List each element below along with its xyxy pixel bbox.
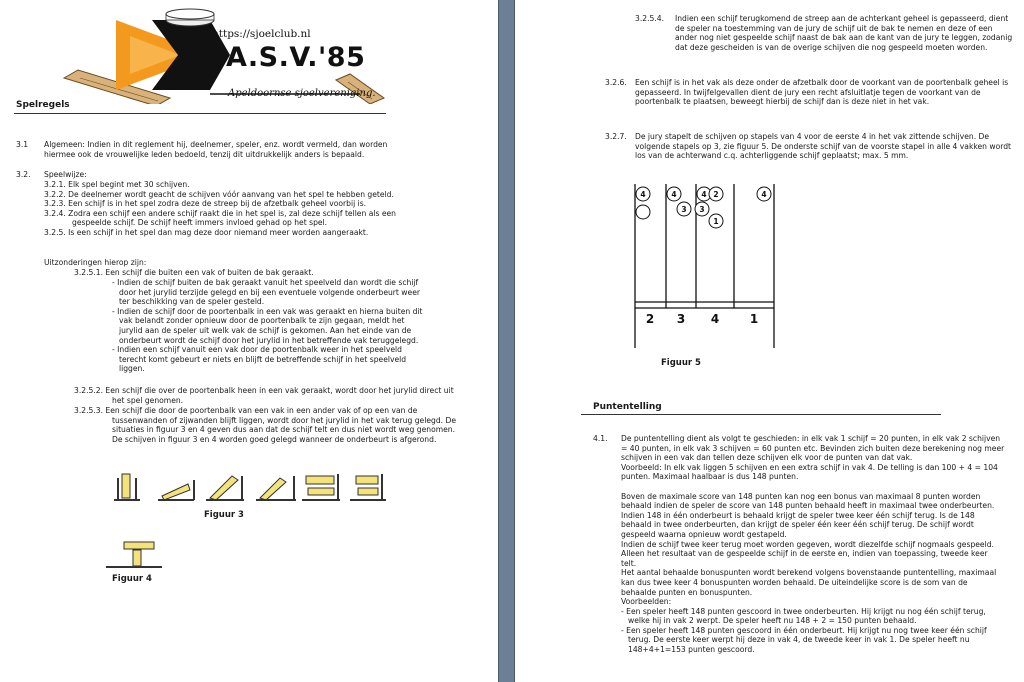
figure-4-caption: Figuur 4 <box>112 574 152 584</box>
disc-label: 3 <box>681 205 687 214</box>
figure-3-caption: Figuur 3 <box>204 510 244 520</box>
rule-3-2-5-4-number: 3.2.5.4. <box>635 14 664 23</box>
rule-3-2-5-1-list <box>112 278 430 374</box>
slot-label: 3 <box>676 312 686 326</box>
figure-5-diagram <box>630 182 780 352</box>
paragraph: De puntentelling dient als volgt te geschieden: in elk vak 1 schijf = 20 punten, in elk vak 2 schijven = 40 punten, in elk vak 3 schijven = 60 punten etc. Bevinden zich buiten deze berekening nog meer schijven in een vak dan tellen deze schijven elk voor de punten van dat vak. <box>621 434 1005 463</box>
left-page <box>0 0 498 682</box>
paragraph: Voorbeelden: <box>621 597 672 607</box>
paragraph: Indien 148 in één onderbeurt is behaald krijgt de speler twee keer één schijf terug. Is de 148 behaald in twee onderbeurten, dan krijgt de speler één keer één schijf terug. De schijf wordt gespeeld waarna opnieuw wordt gestapeld. <box>621 510 975 539</box>
examples-list <box>621 607 1005 655</box>
paragraph: Boven de maximale score van 148 punten kan nog een bonus van maximaal 8 punten worden behaald indien de speler de score van 148 punten behaald heeft in maximaal twee onderbeurten. <box>621 491 995 511</box>
list-item: - Indien de schijf door de poortenbalk in een vak was geraakt en hierna buiten dit vak belandt zonder opnieuw door de poortenbalk te zijn gegaan, meldt het jurylid aan de speler uit welk vak de schijf is gekomen. Aan het einde van de onderbeurt wordt de schijf door het jurylid in het betreffende vak teruggelegd. <box>112 307 430 345</box>
disc-label: 1 <box>713 217 719 226</box>
page-gutter <box>498 0 515 682</box>
section-number-3-1: 3.1 <box>16 140 29 149</box>
exceptions-title: Uitzonderingen hierop zijn: <box>44 258 147 267</box>
paragraph: Het aantal behaalde bonuspunten wordt berekend volgens bovenstaande puntentelling, maximaal kan dus twee keer 4 bonuspunten worden behaald. De uiteindelijke score is de som van de behaalde punten en bonuspunten. <box>621 568 997 597</box>
rule-item: 3.2.4. Zodra een schijf een andere schijf raakt die in het spel is, zal deze schijf tellen als een gespeelde schijf. De schijf heeft immers invloed gehad op het spel. <box>44 208 396 228</box>
disc-label: 4 <box>640 190 646 199</box>
paragraph-spacer <box>621 482 1005 492</box>
disc-label: 3 <box>699 205 705 214</box>
rule-3-2-5-4-text: Indien een schijf terugkomend de streep aan de achterkant geheel is gepasseerd, dient de speler na toestemming van de jury de schijf uit de bak te nemen en deze of een ander nog niet gespeelde schijf naast de bak aan de kant van de jury te leggen, zodanig dat deze gescheiden is van de overige schijven die nog gespeeld moeten worden. <box>675 14 1013 52</box>
section-text-4-1 <box>621 434 1005 655</box>
logo-url[interactable]: https://sjoelclub.nl <box>212 28 311 40</box>
rule-item: 3.2.5. Is een schijf in het spel dan mag deze door niemand meer worden aangeraakt. <box>44 227 369 237</box>
right-page <box>515 0 1024 682</box>
disc <box>636 205 650 219</box>
rule-3-2-5-3: 3.2.5.3. Een schijf die door de poortenbalk van een vak in een ander vak of op een van de tussenwanden of zijwanden blijft liggen, wordt door het jurylid in het vak terug gelegd. De situaties in figuur 3 en 4 geven dus aan dat de schijf telt en dus niet wordt weg genomen. De schijven in figuur 3 en 4 worden goed gelegd wanneer de onderbeurt is afgerond. <box>74 406 456 444</box>
section-heading-puntentelling: Puntentelling <box>593 402 662 412</box>
rule-3-2-6-number: 3.2.6. <box>605 78 627 87</box>
rule-item: 3.2.1. Elk spel begint met 30 schijven. <box>44 180 190 189</box>
section-text-3-1: Algemeen: Indien in dit reglement hij, deelnemer, speler, enz. wordt vermeld, dan worden hiermee ook de vrouwelijke leden bedoeld, tenzij dit uitdrukkelijk anders is bepaald. <box>44 140 388 159</box>
section-heading-spelregels: Spelregels <box>16 100 70 110</box>
logo-club-name: A.S.V.'85 <box>226 42 366 73</box>
logo-tagline: Apeldoornse sjoelvereniging. <box>228 88 376 99</box>
figure-5-caption: Figuur 5 <box>661 358 701 368</box>
figure-3-diagram <box>110 466 390 502</box>
paragraph: Voorbeeld: In elk vak liggen 5 schijven en een extra schijf in vak 4. De telling is dan 100 + 4 = 104 punten. Maximaal haalbaar is dus 148 punten. <box>621 462 998 482</box>
list-item: - Indien een schijf vanuit een vak door de poortenbalk weer in het speelveld terecht komt gebeurt er niets en blijft de betreffende schijf in het speelveld liggen. <box>112 345 430 374</box>
rule-3-2-7-text: De jury stapelt de schijven op stapels van 4 voor de eerste 4 in het vak zittende schijven. De volgende stapels op 3, zie figuur 5. De onderste schijf van de voorste stapel in alle 4 vakken wordt los van de achterwand c.q. achterliggende schijf geplaatst; max. 5 mm. <box>635 132 1012 161</box>
section-number-3-2: 3.2. <box>16 170 31 179</box>
disc-label: 2 <box>713 190 719 199</box>
club-logo <box>60 8 390 104</box>
figure-4-diagram <box>104 540 164 570</box>
paragraph: Indien de schijf twee keer terug moet worden gegeven, wordt diezelfde schijf nogmaals gespeeld. Alleen het resultaat van de gespeelde schijf in de eerste en, indien van toepassing, tweede keer telt. <box>621 539 994 568</box>
rule-3-2-7-number: 3.2.7. <box>605 132 627 141</box>
disc-label: 4 <box>671 190 677 199</box>
rule-3-2-6-text: Een schijf is in het vak als deze onder de afzetbalk door de voorkant van de poortenbalk geheel is gepasseerd. In twijfelgevallen dient de jury een recht afsluitlatje tegen de voorkant van de poortenbalk te plaatsen, beweegt hierbij de schijf dan is deze niet in het vak. <box>635 78 1009 107</box>
section-number-4-1: 4.1. <box>593 434 608 443</box>
slot-label: 4 <box>710 312 720 326</box>
section-title-3-2: Speelwijze: <box>44 170 87 179</box>
rule-item: 3.2.2. De deelnemer wordt geacht de schijven vóór aanvang van het spel te hebben geteld. <box>44 189 394 199</box>
list-item: - Een speler heeft 148 punten gescoord in twee onderbeurten. Hij krijgt nu nog één schijf terug, welke hij in vak 2 werpt. De speler heeft nu 148 + 2 = 150 punten behaald. <box>621 607 1005 626</box>
disc-label: 4 <box>701 190 707 199</box>
rule-item: 3.2.3. Een schijf is in het spel zodra deze de streep bij de afzetbalk geheel voorbij is. <box>44 199 367 209</box>
rule-3-2-5-1: 3.2.5.1. Een schijf die buiten een vak of buiten de bak geraakt. <box>74 268 314 277</box>
heading-rule <box>14 113 386 114</box>
slot-label: 1 <box>749 312 759 326</box>
list-item: - Een speler heeft 148 punten gescoord in één onderbeurt. Hij krijgt nu nog twee keer één schijf terug. De eerste keer werpt hij deze in vak 4, de tweede keer in vak 1. De speler heeft nu 148+4+1=153 punten gescoord. <box>621 626 1005 655</box>
heading-rule <box>581 414 941 415</box>
list-item: - Indien de schijf buiten de bak geraakt vanuit het speelveld dan wordt die schijf door het jurylid terzijde gelegd en bij een eventuele volgende onderbeurt weer ter beschikking van de speler gesteld. <box>112 278 430 307</box>
disc-label: 4 <box>761 190 767 199</box>
slot-label: 2 <box>645 312 655 326</box>
rule-3-2-5-2: 3.2.5.2. Een schijf die over de poortenbalk heen in een vak geraakt, wordt door het jurylid direct uit het spel genomen. <box>74 386 454 405</box>
rules-list-3-2 <box>44 180 434 238</box>
